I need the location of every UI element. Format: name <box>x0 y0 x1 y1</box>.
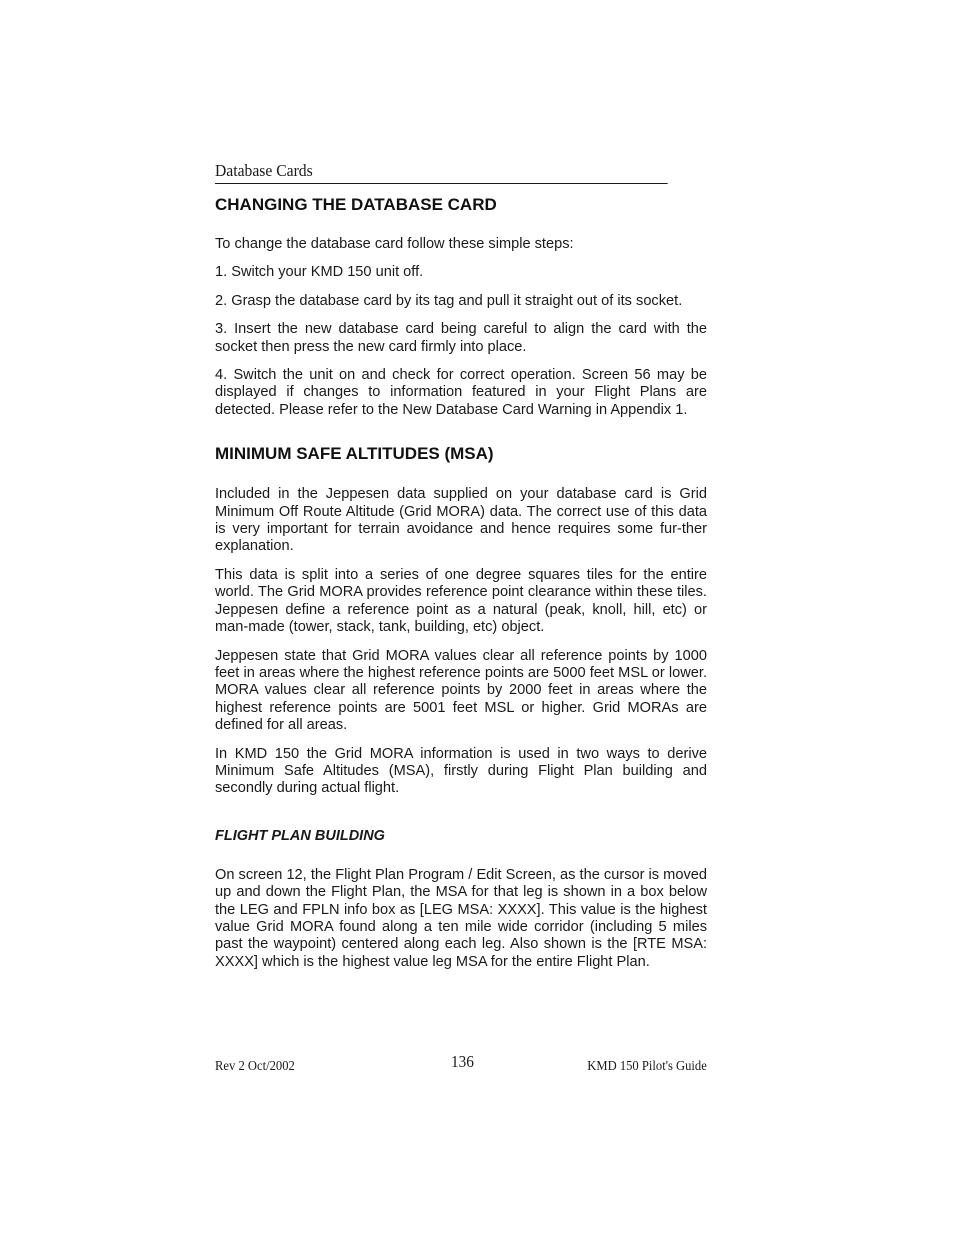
step-item: 3. Insert the new database card being careful to align the card with the socket then press the new card firmly into place. <box>215 321 707 355</box>
running-head: Database Cards <box>215 160 668 184</box>
paragraph: This data is split into a series of one degree squares tiles for the entire world. The Grid MORA provides reference point clearance within these tiles. Jeppesen define a reference point as a natural (peak, knoll, hill, etc) or man-made (tower, stack, tank, building, etc) object. <box>215 566 707 636</box>
page-number: 136 <box>451 1052 474 1071</box>
paragraph: On screen 12, the Flight Plan Program / Edit Screen, as the cursor is moved up and down the Flight Plan, the MSA for that leg is shown in a box below the LEG and FPLN info box as [LEG MSA: XXXX]. This value is the highest value Grid MORA found along a ten mile wide corridor (including 5 miles past the waypoint) centered along each leg. Also shown is the [RTE MSA: XXXX] which is the highest value leg MSA for the entire Flight Plan. <box>215 866 707 970</box>
section-heading-msa: MINIMUM SAFE ALTITUDES (MSA) <box>215 444 494 464</box>
step-item: 4. Switch the unit on and check for correct operation. Screen 56 may be displayed if changes to information featured in your Flight Plans are detected. Please refer to the New Database Card Warning in Appendix 1. <box>215 367 707 418</box>
page-footer <box>215 1050 707 1080</box>
revision-label: Rev 2 Oct/2002 <box>215 1059 295 1074</box>
paragraph: Included in the Jeppesen data supplied on your database card is Grid Minimum Off Route Altitude (Grid MORA) data. The correct use of this data is very important for terrain avoidance and hence requires some fur-ther explanation. <box>215 486 707 555</box>
paragraph: Jeppesen state that Grid MORA values clear all reference points by 1000 feet in areas where the highest reference points are 5000 feet MSL or lower. MORA values clear all reference points by 2000 feet in areas where the highest reference points are 5001 feet MSL or higher. Grid MORAs are defined for all areas. <box>215 647 707 734</box>
subsection-heading-flight-plan-building: FLIGHT PLAN BUILDING <box>215 827 385 844</box>
page-body <box>215 160 707 971</box>
paragraph: In KMD 150 the Grid MORA information is used in two ways to derive Minimum Safe Altitudes (MSA), firstly during Flight Plan building and secondly during actual flight. <box>215 745 707 797</box>
section-heading-changing-card: CHANGING THE DATABASE CARD <box>215 195 497 214</box>
guide-title: KMD 150 Pilot's Guide <box>587 1059 707 1074</box>
paragraph: To change the database card follow these simple steps: <box>215 236 574 252</box>
step-item: 1. Switch your KMD 150 unit off. <box>215 264 424 281</box>
step-item: 2. Grasp the database card by its tag and pull it straight out of its socket. <box>215 292 683 309</box>
